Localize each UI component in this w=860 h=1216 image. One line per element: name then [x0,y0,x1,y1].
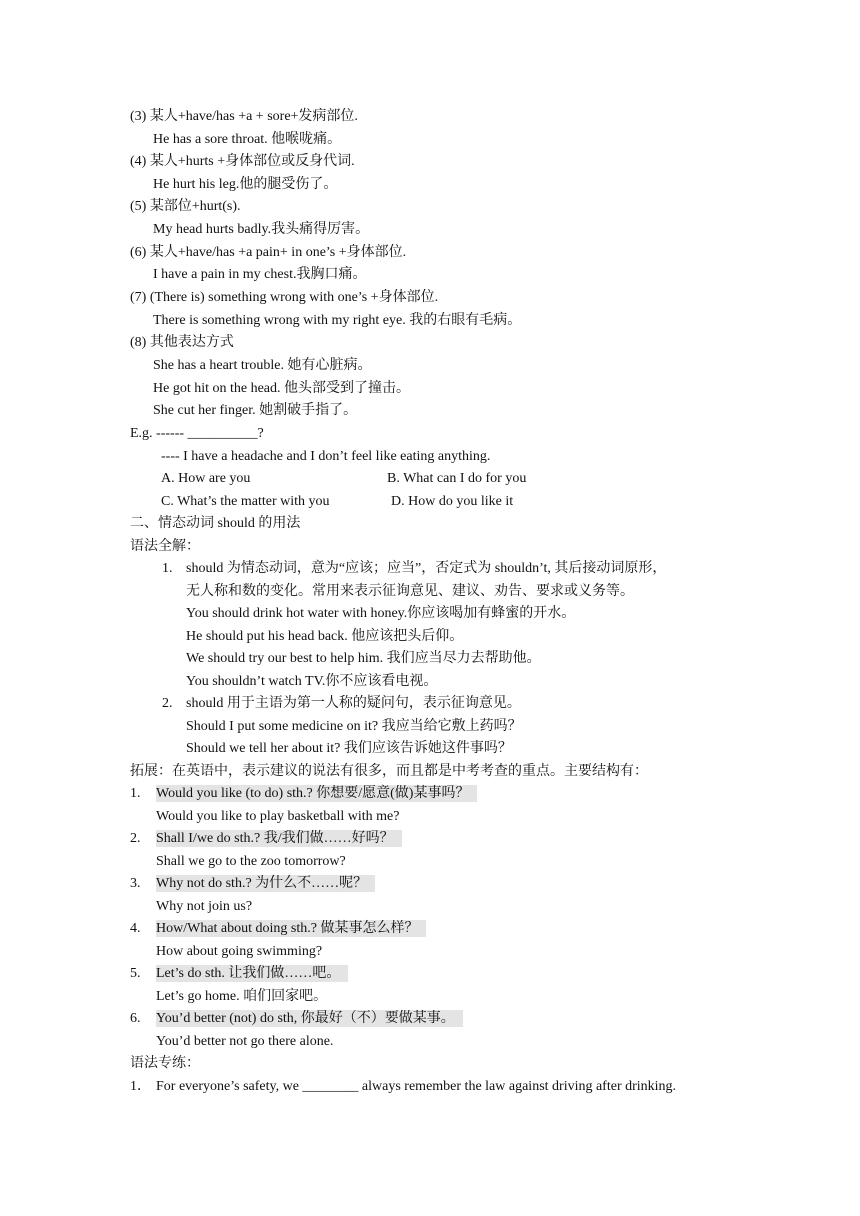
point-text: should 用于主语为第一人称的疑问句，表示征询意见。 [186,696,521,711]
example-line: You shouldn’t watch TV.你不应该看电视。 [186,674,438,689]
rule-line: (5) 某部位+hurt(s). [130,199,241,214]
eg-answer: ---- I have a headache and I don’t feel like eating anything. [161,449,491,464]
example-line: We should try our best to help him. 我们应当尽力去帮助他。 [186,651,541,666]
option-b: B. What can I do for you [387,471,527,486]
option-a: A. How are you [161,471,251,486]
highlighted-pattern: You’d better (not) do sth, 你最好（不）要做某事。 [156,1010,463,1027]
extension-title: 拓展：在英语中，表示建议的说法有很多，而且都是中考考查的重点。主要结构有： [130,764,648,779]
example-line: Let’s go home. 咱们回家吧。 [156,989,328,1004]
example-line: I have a pain in my chest.我胸口痛。 [153,267,367,282]
example-line: He has a sore throat. 他喉咙痛。 [153,132,342,147]
highlighted-pattern: Why not do sth.? 为什么不……呢？ [156,875,375,892]
item-number: 5. [130,966,141,981]
example-line: Would you like to play basketball with me? [156,809,400,824]
example-line: He hurt his leg.他的腿受伤了。 [153,177,338,192]
item-number: 2. [130,831,141,846]
rule-line: (6) 某人+have/has +a pain+ in one’s +身体部位. [130,245,407,260]
example-line: He should put his head back. 他应该把头后仰。 [186,629,464,644]
rule-line: (3) 某人+have/has +a + sore+发病部位. [130,109,358,124]
point-number: 2. [162,696,173,711]
section-subtitle: 语法全解： [130,539,200,554]
item-number: 4. [130,921,141,936]
example-line: She cut her finger. 她割破手指了。 [153,403,358,418]
point-text: should 为情态动词，意为“应该；应当”，否定式为 shouldn’t, 其后接动词原形， [186,561,667,576]
eg-question: E.g. ------ __________? [130,426,264,441]
highlighted-pattern: Would you like (to do) sth.? 你想要/愿意(做)某事吗？ [156,785,477,802]
item-number: 6. [130,1011,141,1026]
other-title: (8) 其他表达方式 [130,335,234,350]
example-line: Why not join us? [156,899,253,914]
example-line: There is something wrong with my right eye. 我的右眼有毛病。 [153,313,522,328]
section-title: 二、情态动词 should 的用法 [130,516,301,531]
example-line: He got hit on the head. 他头部受到了撞击。 [153,381,411,396]
item-number: 1. [130,786,141,801]
example-line: Should we tell her about it? 我们应该告诉她这件事吗？ [186,741,512,756]
example-line: She has a heart trouble. 她有心脏病。 [153,358,372,373]
item-number: 3. [130,876,141,891]
point-number: 1. [162,561,173,576]
example-line: How about going swimming? [156,944,323,959]
example-line: My head hurts badly.我头痛得厉害。 [153,222,370,237]
item-number: 1． [130,1079,151,1094]
practice-question: For everyone’s safety, we ________ always remember the law against driving after drinking. [156,1079,677,1094]
rule-line: (4) 某人+hurts +身体部位或反身代词. [130,154,355,169]
highlighted-pattern: Shall I/we do sth.? 我/我们做……好吗？ [156,830,402,847]
option-d: D. How do you like it [391,494,514,509]
point-text: 无人称和数的变化。常用来表示征询意见、建议、劝告、要求或义务等。 [186,584,634,599]
highlighted-pattern: Let’s do sth. 让我们做……吧。 [156,965,348,982]
practice-title: 语法专练： [130,1056,200,1071]
example-line: Shall we go to the zoo tomorrow? [156,854,346,869]
option-c: C. What’s the matter with you [161,494,330,509]
example-line: You should drink hot water with honey.你应该喝加有蜂蜜的开水。 [186,606,576,621]
example-line: You’d better not go there alone. [156,1034,334,1049]
highlighted-pattern: How/What about doing sth.? 做某事怎么样？ [156,920,426,937]
example-line: Should I put some medicine on it? 我应当给它敷上药吗？ [186,719,522,734]
rule-line: (7) (There is) something wrong with one’s +身体部位. [130,290,439,305]
